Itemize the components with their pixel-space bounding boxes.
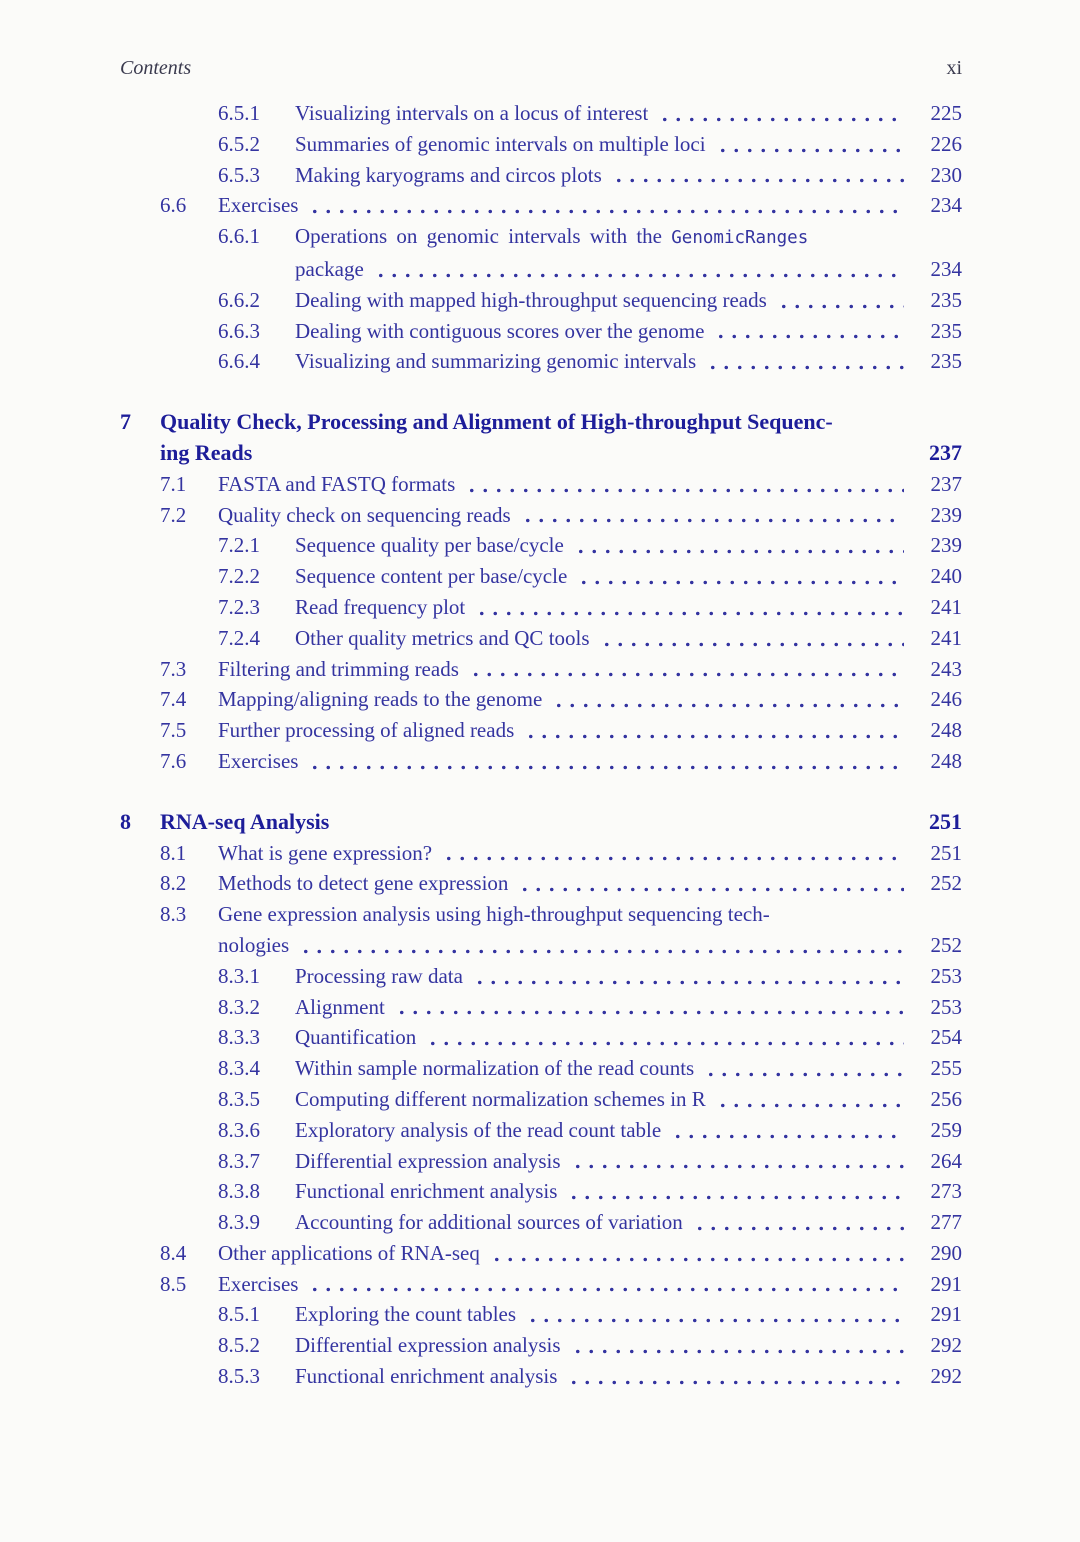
toc-chapter-row [120, 807, 962, 838]
toc-title [160, 438, 252, 469]
toc-title-text: Exploring the count tables [295, 1302, 517, 1327]
toc-number: 6.6 [160, 193, 187, 218]
dot-leader [374, 272, 904, 279]
toc-entry-row [120, 1176, 962, 1207]
toc-entry-row [120, 1084, 962, 1115]
toc-page-number: 237 [929, 439, 962, 465]
toc-page-number: 230 [930, 162, 962, 187]
toc-title [295, 1330, 561, 1361]
toc-title [295, 1146, 561, 1177]
toc-entry-row [120, 1053, 962, 1084]
dot-leader [469, 671, 904, 678]
dot-leader [518, 886, 904, 893]
toc-number: 7.5 [160, 718, 187, 743]
toc-title-text: Exercises [218, 748, 299, 773]
toc-page-number: 252 [930, 932, 962, 957]
toc-title-text: Sequence quality per base/cycle [295, 533, 564, 558]
toc-entry-row [120, 469, 962, 500]
toc-title [295, 623, 590, 654]
toc-page-number: 225 [930, 101, 962, 125]
toc-number: 7.4 [160, 687, 187, 712]
toc-number: 7.2.2 [218, 564, 260, 589]
toc-number: 8.2 [160, 871, 187, 896]
toc-page-number: 240 [930, 564, 962, 589]
dot-leader [299, 948, 904, 955]
toc-title-text: Quantification [295, 1025, 417, 1050]
toc-page-number: 256 [930, 1086, 962, 1111]
toc-title-text: package [295, 256, 364, 281]
dot-leader [577, 579, 904, 586]
toc-title-text: Visualizing intervals on a locus of interest [295, 101, 649, 125]
toc-title-text: Quality Check, Processing and Alignment of High-throughput Sequenc- [160, 409, 833, 435]
toc-title-text: Differential expression analysis [295, 1333, 561, 1358]
toc-page-number: 234 [930, 193, 962, 218]
toc-entry-row [120, 992, 962, 1023]
toc-entry-row [120, 316, 962, 347]
toc-entry-row [120, 221, 962, 254]
toc-title [295, 1176, 557, 1207]
toc-page-number: 243 [930, 656, 962, 681]
toc-title [218, 868, 508, 899]
toc-title-text: Processing raw data [295, 963, 463, 988]
toc-entry-row [120, 500, 962, 531]
toc-title [295, 561, 567, 592]
toc-title-text: Mapping/aligning reads to the genome [218, 687, 543, 712]
toc-entry-row [120, 160, 962, 191]
toc-title [295, 592, 465, 623]
toc-title-text: Alignment [295, 994, 385, 1019]
toc-number: 8.3.3 [218, 1025, 260, 1050]
dot-leader [465, 487, 904, 494]
toc-number: 8.3.1 [218, 963, 260, 988]
toc-number: 8.3 [160, 902, 187, 927]
toc-entry-row [120, 961, 962, 992]
dot-leader [308, 1286, 904, 1293]
toc-number: 8.5 [160, 1271, 187, 1296]
toc-page-number: 235 [930, 349, 962, 374]
toc-title-text: Methods to detect gene expression [218, 871, 509, 896]
dot-leader [571, 1163, 904, 1170]
toc-number: 8.4 [160, 1240, 187, 1265]
toc-entry-row [120, 1299, 962, 1330]
dot-leader [426, 1040, 904, 1047]
toc-number: 6.5.1 [218, 101, 260, 125]
toc-chapter-row [120, 438, 962, 469]
toc-title [218, 190, 298, 221]
dot-leader [475, 610, 904, 617]
toc-entry-row [120, 1238, 962, 1269]
toc-page-number: 253 [930, 963, 962, 988]
toc-number: 6.6.3 [218, 318, 260, 343]
toc-number: 8.1 [160, 840, 187, 865]
dot-leader [693, 1225, 904, 1232]
toc-number: 8.3.2 [218, 994, 260, 1019]
toc-entry-row [120, 899, 962, 930]
toc-number: 7.2.1 [218, 533, 260, 558]
toc-title-text: Gene expression analysis using high-throughput sequencing tech- [218, 902, 770, 927]
toc-page-number: 255 [930, 1056, 962, 1081]
toc-page-number: 292 [930, 1364, 962, 1389]
toc-entry-row [120, 561, 962, 592]
toc-number: 6.6.1 [218, 224, 260, 249]
toc-title-text: Other quality metrics and QC tools [295, 625, 590, 650]
toc-title-text: Read frequency plot [295, 594, 466, 619]
toc-page-number: 241 [930, 594, 962, 619]
toc-title-text: Functional enrichment analysis [295, 1179, 558, 1204]
toc-title [295, 992, 385, 1023]
toc-title [295, 346, 696, 377]
dot-leader [716, 147, 904, 154]
toc-page-number: 254 [930, 1025, 962, 1050]
toc-number: 8.5.2 [218, 1333, 260, 1358]
toc-title [218, 500, 511, 531]
dot-leader [600, 641, 904, 648]
toc-entry-row [120, 1269, 962, 1300]
toc-number: 8.3.7 [218, 1148, 260, 1173]
toc-entry-row [120, 1115, 962, 1146]
toc-number: 7.2.3 [218, 594, 260, 619]
toc-title [218, 654, 459, 685]
toc-page-number: 252 [930, 871, 962, 896]
toc-number: 8 [120, 808, 131, 834]
toc-title [295, 285, 767, 316]
toc-page-number: 290 [930, 1240, 962, 1265]
toc-number: 7.6 [160, 748, 187, 773]
toc-entry-row [120, 592, 962, 623]
toc-entry-row [120, 190, 962, 221]
toc-number: 7.3 [160, 656, 187, 681]
toc-title [160, 407, 833, 438]
toc-title [295, 1115, 661, 1146]
toc-entry-row [120, 684, 962, 715]
toc-title-text: Accounting for additional sources of variation [295, 1210, 683, 1235]
toc-page-number: 251 [930, 840, 962, 865]
dot-leader [473, 979, 904, 986]
toc-title-text: Visualizing and summarizing genomic intervals [295, 349, 697, 374]
toc-page-number: 264 [930, 1148, 962, 1173]
toc-title [295, 221, 808, 254]
toc-number: 8.3.8 [218, 1179, 260, 1204]
dot-leader [521, 517, 904, 524]
dot-leader [490, 1256, 904, 1263]
toc-page-number: 239 [930, 533, 962, 558]
toc-entry-row [120, 1207, 962, 1238]
toc-entry-row [120, 285, 962, 316]
dot-leader [526, 1317, 904, 1324]
dot-leader [612, 177, 904, 184]
toc-page-number: 226 [930, 131, 962, 156]
toc-entry-row [120, 838, 962, 869]
dot-leader [524, 733, 904, 740]
dot-leader [714, 333, 904, 340]
toc-entry-row [120, 1330, 962, 1361]
toc-title-text: Exploratory analysis of the read count table [295, 1117, 662, 1142]
dot-leader [777, 303, 904, 310]
toc-number: 6.6.4 [218, 349, 260, 374]
toc-entry-row [120, 530, 962, 561]
toc-number: 7.1 [160, 471, 187, 496]
toc-page-number: 251 [929, 808, 962, 834]
toc-number: 8.3.6 [218, 1117, 260, 1142]
toc-entry-row [120, 868, 962, 899]
toc-title [218, 746, 298, 777]
toc-entry-row [120, 346, 962, 377]
dot-leader [658, 116, 904, 123]
toc-number: 8.5.1 [218, 1302, 260, 1327]
toc-title [218, 899, 770, 930]
dot-leader [574, 548, 904, 555]
toc-title-text: Computing different normalization schemes in R [295, 1086, 706, 1111]
dot-leader [308, 764, 904, 771]
toc-title-text: Sequence content per base/cycle [295, 564, 568, 589]
toc-entry-row [120, 623, 962, 654]
toc-title [218, 1269, 298, 1300]
running-header-title: Contents [120, 57, 192, 79]
toc-title-text: Making karyograms and circos plots [295, 162, 602, 187]
toc-number: 6.6.2 [218, 287, 260, 312]
toc-title [295, 961, 463, 992]
dot-leader [671, 1133, 904, 1140]
toc-title [218, 469, 455, 500]
toc-page-number: 235 [930, 318, 962, 343]
dot-leader [716, 1102, 904, 1109]
dot-leader [308, 208, 904, 215]
toc-title [295, 530, 564, 561]
toc-title-text: Exercises [218, 193, 299, 218]
toc-title [295, 1207, 683, 1238]
dot-leader [571, 1348, 904, 1355]
toc-number: 8.3.5 [218, 1086, 260, 1111]
toc-title [295, 1022, 416, 1053]
toc-list [120, 98, 962, 1392]
running-header [120, 54, 962, 82]
toc-number: 7.2.4 [218, 625, 260, 650]
page-folio: xi [946, 57, 962, 79]
toc-number: 6.5.2 [218, 131, 260, 156]
toc-title [295, 1084, 706, 1115]
toc-title-text: Further processing of aligned reads [218, 718, 515, 743]
toc-title-text: Other applications of RNA-seq [218, 1240, 480, 1265]
toc-page-number: 248 [930, 718, 962, 743]
toc-number: 8.3.9 [218, 1210, 260, 1235]
toc-page-number: 253 [930, 994, 962, 1019]
dot-leader [704, 1071, 904, 1078]
toc-title-text: Quality check on sequencing reads [218, 502, 511, 527]
toc-title [295, 98, 648, 129]
toc-title [295, 1299, 516, 1330]
dot-leader [567, 1379, 904, 1386]
toc-entry-row [120, 715, 962, 746]
toc-number: 6.5.3 [218, 162, 260, 187]
dot-leader [552, 702, 904, 709]
toc-page-number: 277 [930, 1210, 962, 1235]
toc-page-number: 239 [930, 502, 962, 527]
toc-title-text: RNA-seq Analysis [160, 808, 330, 834]
dot-leader [395, 1009, 904, 1016]
toc-number: 8.5.3 [218, 1364, 260, 1389]
toc-entry-row [120, 1022, 962, 1053]
toc-title [218, 930, 289, 961]
toc-title [295, 254, 364, 285]
toc-title-text: Operations on genomic intervals with the [295, 224, 672, 249]
toc-title-text: Functional enrichment analysis [295, 1364, 558, 1389]
toc-number: 7 [120, 409, 131, 435]
toc-title-text: FASTA and FASTQ formats [218, 471, 456, 496]
toc-chapter-row [120, 407, 962, 438]
toc-page-number: 235 [930, 287, 962, 312]
toc-number: 8.3.4 [218, 1056, 260, 1081]
toc-title-text: Dealing with contiguous scores over the genome [295, 318, 705, 343]
toc-title-text: Exercises [218, 1271, 299, 1296]
toc-title [160, 807, 329, 838]
toc-page-number: 259 [930, 1117, 962, 1142]
toc-title-code: GenomicRanges [671, 228, 809, 249]
toc-title [295, 160, 602, 191]
dot-leader [567, 1194, 904, 1201]
toc-page-number: 273 [930, 1179, 962, 1204]
toc-title-text: Filtering and trimming reads [218, 656, 459, 681]
toc-page-number: 237 [930, 471, 962, 496]
toc-title [218, 684, 542, 715]
toc-entry-row [120, 930, 962, 961]
toc-page-number: 234 [930, 256, 962, 281]
toc-entry-row [120, 254, 962, 285]
toc-title [295, 1361, 557, 1392]
toc-title [295, 1053, 694, 1084]
toc-page-number: 291 [930, 1302, 962, 1327]
toc-title [218, 1238, 480, 1269]
toc-page-number: 246 [930, 687, 962, 712]
toc-title-text: Summaries of genomic intervals on multiple loci [295, 131, 706, 156]
toc-page-number: 241 [930, 625, 962, 650]
toc-title [218, 715, 514, 746]
toc-page-number: 291 [930, 1271, 962, 1296]
toc-entry-row [120, 746, 962, 777]
toc-title-text: nologies [218, 932, 290, 957]
dot-leader [442, 855, 904, 862]
toc-number: 7.2 [160, 502, 187, 527]
toc-entry-row [120, 98, 962, 129]
toc-entry-row [120, 654, 962, 685]
dot-leader [706, 364, 904, 371]
toc-title [218, 838, 432, 869]
toc-entry-row [120, 1361, 962, 1392]
toc-title-text: What is gene expression? [218, 840, 433, 865]
toc-entry-row [120, 129, 962, 160]
toc-title-text: ing Reads [160, 439, 253, 465]
toc-title [295, 129, 706, 160]
toc-page-number: 248 [930, 748, 962, 773]
toc-entry-row [120, 1146, 962, 1177]
toc-title-text: Dealing with mapped high-throughput sequencing reads [295, 287, 767, 312]
toc-title [295, 316, 704, 347]
toc-title-text: Differential expression analysis [295, 1148, 561, 1173]
toc-title-text: Within sample normalization of the read counts [295, 1056, 695, 1081]
toc-page-number: 292 [930, 1333, 962, 1358]
